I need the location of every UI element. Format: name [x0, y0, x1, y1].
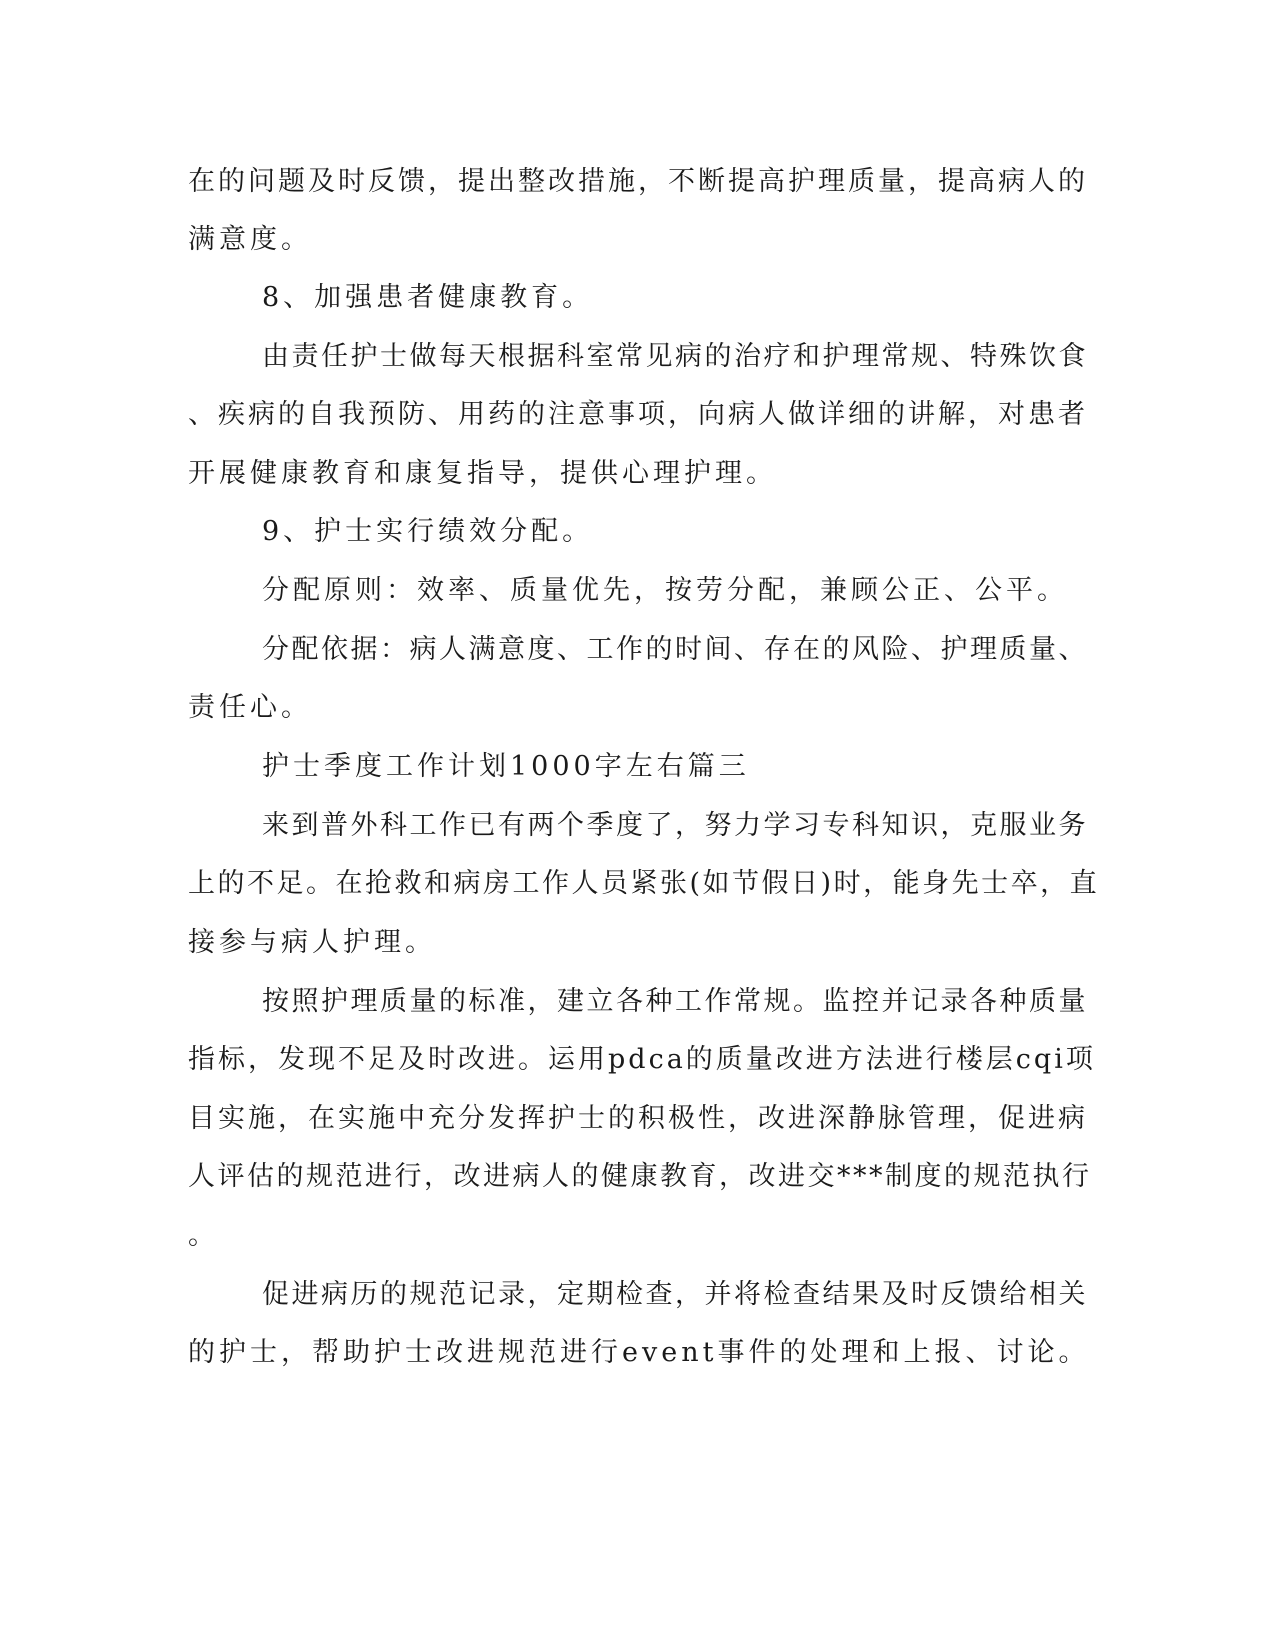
- text-line: 人评估的规范进行，改进病人的健康教育，改进交***制度的规范执行: [188, 1161, 1092, 1192]
- section-heading: 8、加强患者健康教育。: [262, 282, 594, 313]
- text-line: 接参与病人护理。: [188, 927, 436, 958]
- text-line: 开展健康教育和康复指导，提供心理护理。: [188, 458, 777, 489]
- text-line: 、疾病的自我预防、用药的注意事项，向病人做详细的讲解，对患者: [188, 399, 1088, 430]
- text-line: 目实施，在实施中充分发挥护士的积极性，改进深静脉管理，促进病: [188, 1103, 1088, 1134]
- article-title: 护士季度工作计划1000字左右篇三: [262, 751, 750, 782]
- text-line: 由责任护士做每天根据科室常见病的治疗和护理常规、特殊饮食: [262, 341, 1088, 372]
- text-line: 。: [188, 1220, 219, 1251]
- text-line: 的护士，帮助护士改进规范进行event事件的处理和上报、讨论。: [188, 1337, 1090, 1368]
- text-line: 在的问题及时反馈，提出整改措施，不断提高护理质量，提高病人的: [188, 166, 1088, 197]
- section-heading: 9、护士实行绩效分配。: [262, 516, 594, 547]
- text-line: 指标，发现不足及时改进。运用pdca的质量改进方法进行楼层cqi项: [188, 1044, 1096, 1075]
- text-line: 责任心。: [188, 692, 312, 723]
- text-line: 分配依据：病人满意度、工作的时间、存在的风险、护理质量、: [262, 634, 1088, 665]
- text-line: 来到普外科工作已有两个季度了，努力学习专科知识，克服业务: [262, 810, 1088, 841]
- text-line: 上的不足。在抢救和病房工作人员紧张(如节假日)时，能身先士卒，直: [188, 868, 1100, 899]
- text-line: 分配原则：效率、质量优先，按劳分配，兼顾公正、公平。: [262, 575, 1068, 606]
- text-line: 满意度。: [188, 224, 312, 255]
- text-line: 促进病历的规范记录，定期检查，并将检查结果及时反馈给相关: [262, 1279, 1088, 1310]
- text-line: 按照护理质量的标准，建立各种工作常规。监控并记录各种质量: [262, 986, 1088, 1017]
